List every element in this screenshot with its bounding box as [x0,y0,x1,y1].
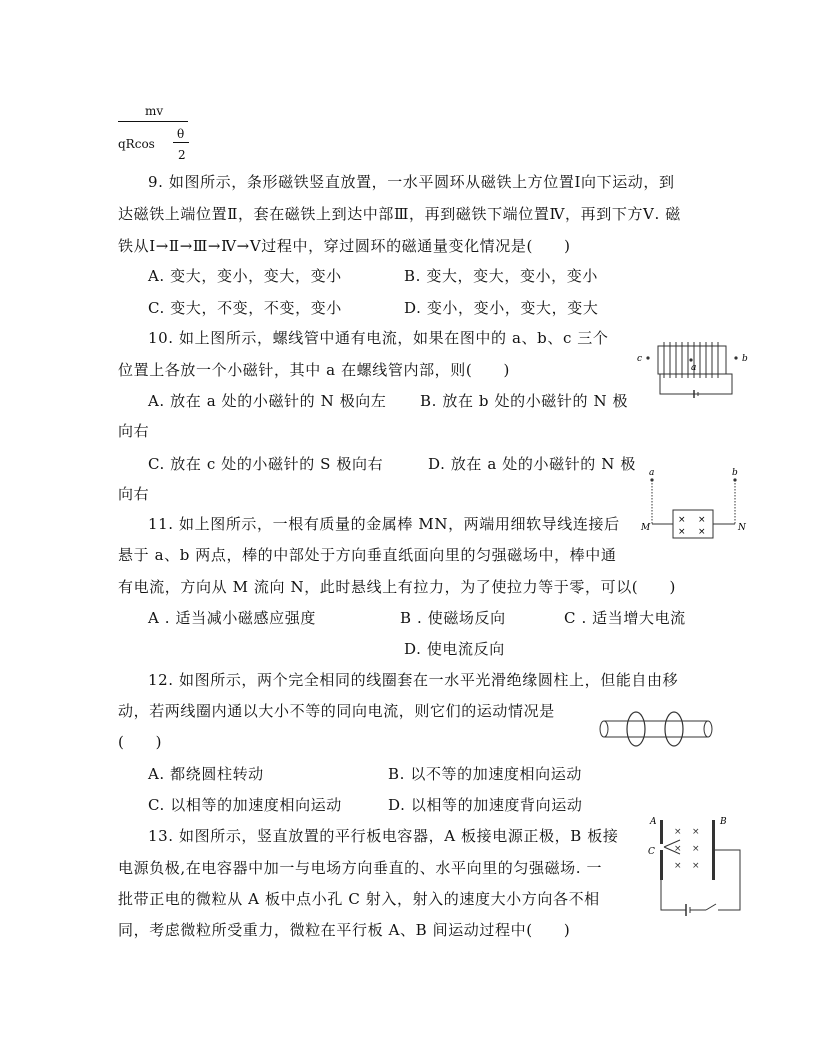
q13-line3: 批带正电的微粒从 A 板中点小孔 C 射入，射入的速度大小方向各不相 [118,890,600,908]
q11-line1: 11. 如上图所示，一根有质量的金属棒 MN，两端用细软导线连接后 [148,515,620,533]
q11-option-d: D. 使电流反向 [404,640,505,658]
label-b: b [742,354,748,364]
capacitor-figure [640,814,750,918]
field-x: × [698,527,706,537]
field-x: × [692,844,700,854]
q10-option-d: D. 放在 a 处的小磁针的 N 极 [428,455,636,473]
q12-line1: 12. 如图所示，两个完全相同的线圈套在一水平光滑绝缘圆柱上，但能自由移 [148,671,679,689]
label-b: b [732,468,738,478]
q13-line1: 13. 如图所示，竖直放置的平行板电容器，A 板接电源正极，B 板接 [148,827,619,845]
q9-option-a: A. 变大，变小，变大，变小 [148,267,342,285]
q10-option-c: C. 放在 c 处的小磁针的 S 极向右 [148,455,384,473]
fraction-two: 2 [178,148,186,162]
q10-line1: 10. 如上图所示，螺线管中通有电流，如果在图中的 a、b、c 三个 [148,329,609,347]
fraction-numerator: mv [145,104,164,118]
q12-option-b: B. 以不等的加速度相向运动 [388,765,582,783]
q10-line2: 位置上各放一个小磁针，其中 a 在螺线管内部，则( ) [118,361,510,379]
q11-option-b: B . 使磁场反向 [400,609,506,627]
metal-bar-figure [640,466,750,548]
q11-option-a: A . 适当减小磁感应强度 [148,609,316,627]
field-x: × [674,861,682,871]
label-N: N [738,523,746,533]
q12-option-a: A. 都绕圆柱转动 [148,765,264,783]
q10-option-b-cont: 向右 [118,422,150,440]
q9-line3: 铁从Ⅰ→Ⅱ→Ⅲ→Ⅳ→Ⅴ过程中，穿过圆环的磁通量变化情况是( ) [118,237,571,255]
q13-line2: 电源负极,在电容器中加一与电场方向垂直的、水平向里的匀强磁场. 一 [118,859,603,877]
field-x: × [692,827,700,837]
fraction-theta: θ [177,127,185,141]
field-x: × [698,515,706,525]
cylinder-coils-figure [598,708,718,752]
field-x: × [674,844,682,854]
label-a: a [649,468,655,478]
label-A: A [650,817,657,827]
q9-option-c: C. 变大，不变，不变，变小 [148,299,342,317]
label-c: c [637,354,643,364]
q9-option-d: D. 变小，变小，变大，变大 [404,299,599,317]
q11-line2: 悬于 a、b 两点，棒的中部处于方向垂直纸面向里的匀强磁场中，棒中通 [118,546,617,564]
q13-line4: 同，考虑微粒所受重力，微粒在平行板 A、B 间运动过程中( ) [118,921,571,939]
label-B: B [720,817,727,827]
fraction-bar [118,121,188,122]
q12-option-c: C. 以相等的加速度相向运动 [148,796,342,814]
field-x: × [674,827,682,837]
q12-line2: 动，若两线圈内通以大小不等的同向电流，则它们的运动情况是 [118,702,555,720]
fraction-denominator: qRcos [118,137,155,151]
field-x: × [692,861,700,871]
q11-line3: 有电流，方向从 M 流向 N，此时悬线上有拉力，为了使拉力等于零，可以( ) [118,578,676,596]
label-a: a [691,363,697,373]
q9-line2: 达磁铁上端位置Ⅱ，套在磁铁上到达中部Ⅲ，再到磁铁下端位置Ⅳ，再到下方Ⅴ. 磁 [118,205,681,223]
solenoid-figure [636,338,756,400]
label-M: M [641,523,651,533]
q12-option-d: D. 以相等的加速度背向运动 [388,796,583,814]
label-C: C [648,847,655,857]
field-x: × [678,515,686,525]
q10-option-a: A. 放在 a 处的小磁针的 N 极向左 [148,392,387,410]
q9-line1: 9. 如图所示，条形磁铁竖直放置，一水平圆环从磁铁上方位置Ⅰ向下运动，到 [148,173,675,191]
q9-option-b: B. 变大，变大，变小，变小 [404,267,598,285]
field-x: × [678,527,686,537]
q12-line3: ( ) [118,733,163,751]
q10-option-d-cont: 向右 [118,485,150,503]
q10-option-b: B. 放在 b 处的小磁针的 N 极 [420,392,629,410]
fraction-sub-bar [173,142,189,143]
q11-option-c: C . 适当增大电流 [564,609,686,627]
